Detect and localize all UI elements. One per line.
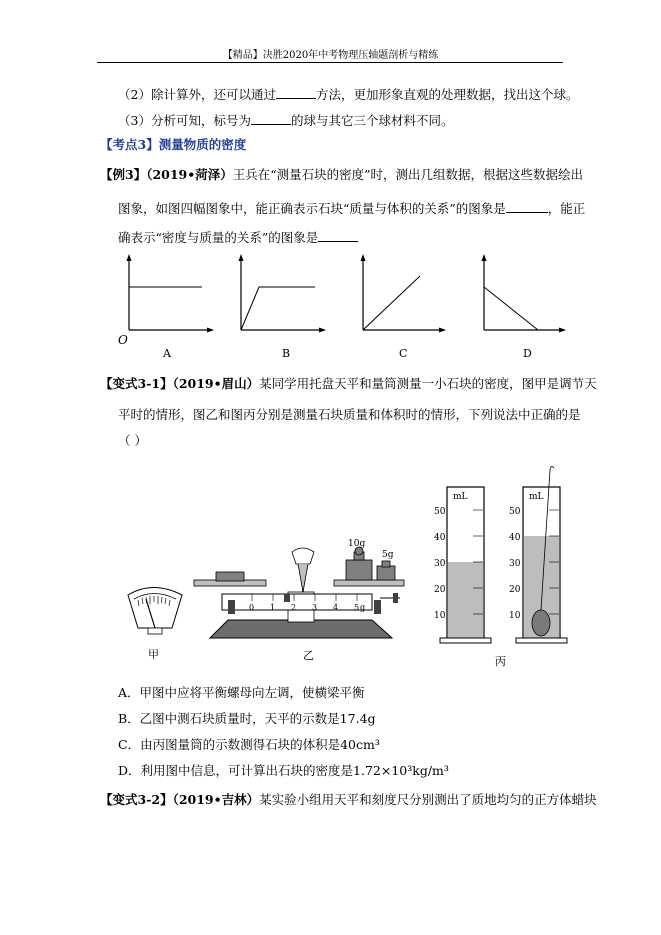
answer-blank — [506, 200, 548, 213]
graph-label-a: A — [163, 347, 171, 360]
weight-10g-label: 10g — [348, 539, 366, 549]
ruler-tick: 4 — [333, 603, 339, 612]
origin-label: O — [118, 333, 128, 347]
graph-label-b: B — [282, 347, 291, 360]
variant-3-1-line-3: （ ） — [118, 433, 147, 448]
variant-tag: 【变式3-2】 — [100, 792, 173, 807]
example-3-line-1 — [100, 167, 583, 183]
example-3-line-2 — [118, 200, 585, 217]
figure-label-yi: 乙 — [303, 649, 314, 662]
example-text: ，能正 — [547, 201, 586, 216]
variant-3-1-line-1 — [100, 376, 597, 392]
question-3-suffix: 的球与其它三个球材料不同。 — [290, 113, 454, 128]
variant-text: 某实验小组用天平和刻度尺分别测出了质地均匀的正方体蜡块 — [259, 792, 597, 807]
stone — [532, 610, 550, 636]
variant-tag: 【变式3-1】 — [100, 376, 173, 391]
weight-5g — [377, 566, 395, 580]
cylinder-mark: 30 — [509, 559, 521, 569]
example-text: 图象，如图四幅图象中，能正确表示石块“质量与体积的关系”的图象是 — [118, 201, 506, 216]
balance-nut — [228, 600, 235, 614]
question-3-prefix: （3）分析可知，标号为 — [118, 113, 251, 128]
weight-10g — [346, 560, 372, 580]
balance-scale — [194, 539, 404, 662]
example-3-line-3 — [118, 229, 358, 246]
ruler-unit: g — [360, 603, 366, 612]
cylinder-mark: 50 — [509, 507, 521, 517]
experiment-figure — [110, 460, 580, 670]
measuring-cylinder-left — [434, 487, 491, 643]
question-2-suffix: 方法，更加形象直观的处理数据，找出这个球。 — [315, 87, 579, 102]
cylinder-mark: 10 — [434, 611, 446, 621]
example-tag: 【例3】 — [100, 167, 147, 182]
cylinder-mark: 30 — [434, 559, 446, 569]
graph-a — [118, 254, 214, 360]
graph-d — [482, 254, 567, 360]
balance-nut — [374, 600, 381, 614]
graph-label-d: D — [523, 347, 532, 360]
cylinder-mark: 20 — [509, 585, 521, 595]
answer-blank — [251, 112, 291, 125]
graph-options — [110, 250, 570, 365]
cylinder-unit: mL — [453, 492, 468, 502]
answer-blank — [276, 86, 316, 99]
option-c: C．由丙图量筒的示数测得石块的体积是40cm³ — [118, 737, 380, 752]
cylinder-mark: 10 — [509, 611, 521, 621]
header-rule — [97, 62, 563, 63]
example-text: 确表示“密度与质量的关系”的图象是 — [118, 230, 319, 245]
question-3 — [118, 112, 453, 129]
figure-label-bing: 丙 — [495, 655, 506, 668]
weight-5g-label: 5g — [382, 550, 394, 560]
ruler-tick: 0 — [249, 603, 255, 612]
rider — [284, 594, 290, 602]
cylinder-mark: 40 — [509, 533, 521, 543]
cylinder-mark: 50 — [434, 507, 446, 517]
variant-3-1-line-2: 平时的情形，图乙和图丙分别是测量石块质量和体积时的情形，下列说法中正确的是 — [118, 407, 581, 422]
ruler-tick: 1 — [270, 603, 276, 612]
question-2 — [118, 86, 578, 103]
question-2-prefix: （2）除计算外，还可以通过 — [118, 87, 276, 102]
balance-pointer-dial — [128, 588, 182, 662]
option-a: A．甲图中应将平衡螺母向左调，使横梁平衡 — [118, 685, 365, 700]
example-text: 王兵在“测量石块的密度”时，测出几组数据，根据这些数据绘出 — [232, 167, 584, 182]
ruler-tick: 2 — [291, 603, 297, 612]
variant-3-2-line-1 — [100, 792, 597, 808]
cylinder-unit: mL — [529, 492, 544, 502]
cylinder-mark: 40 — [434, 533, 446, 543]
example-source: （2019•菏泽） — [146, 167, 233, 182]
section-tag: 【考点3】 — [100, 137, 159, 152]
graph-c — [361, 254, 447, 360]
figure-label-jia: 甲 — [148, 648, 159, 661]
option-d: D．利用图中信息，可计算出石块的密度是1.72×10³kg/m³ — [118, 763, 449, 778]
graph-b — [239, 254, 327, 360]
measuring-cylinder-right — [495, 466, 567, 668]
page-header: 【精品】决胜2020年中考物理压轴题剖析与精练 — [222, 50, 439, 61]
section-title: 测量物质的密度 — [158, 137, 247, 152]
section-heading — [100, 137, 246, 153]
ruler-tick: 5 — [354, 603, 360, 612]
variant-text: 某同学用托盘天平和量筒测量一小石块的密度，图甲是调节天 — [259, 376, 597, 391]
option-b: B．乙图中测石块质量时，天平的示数是17.4g — [118, 711, 376, 726]
variant-source: （2019•眉山） — [172, 376, 260, 391]
graph-label-c: C — [399, 347, 408, 360]
variant-source: （2019•吉林） — [172, 792, 260, 807]
cylinder-mark: 20 — [434, 585, 446, 595]
answer-blank — [318, 229, 358, 242]
ruler-tick: 3 — [312, 603, 318, 612]
